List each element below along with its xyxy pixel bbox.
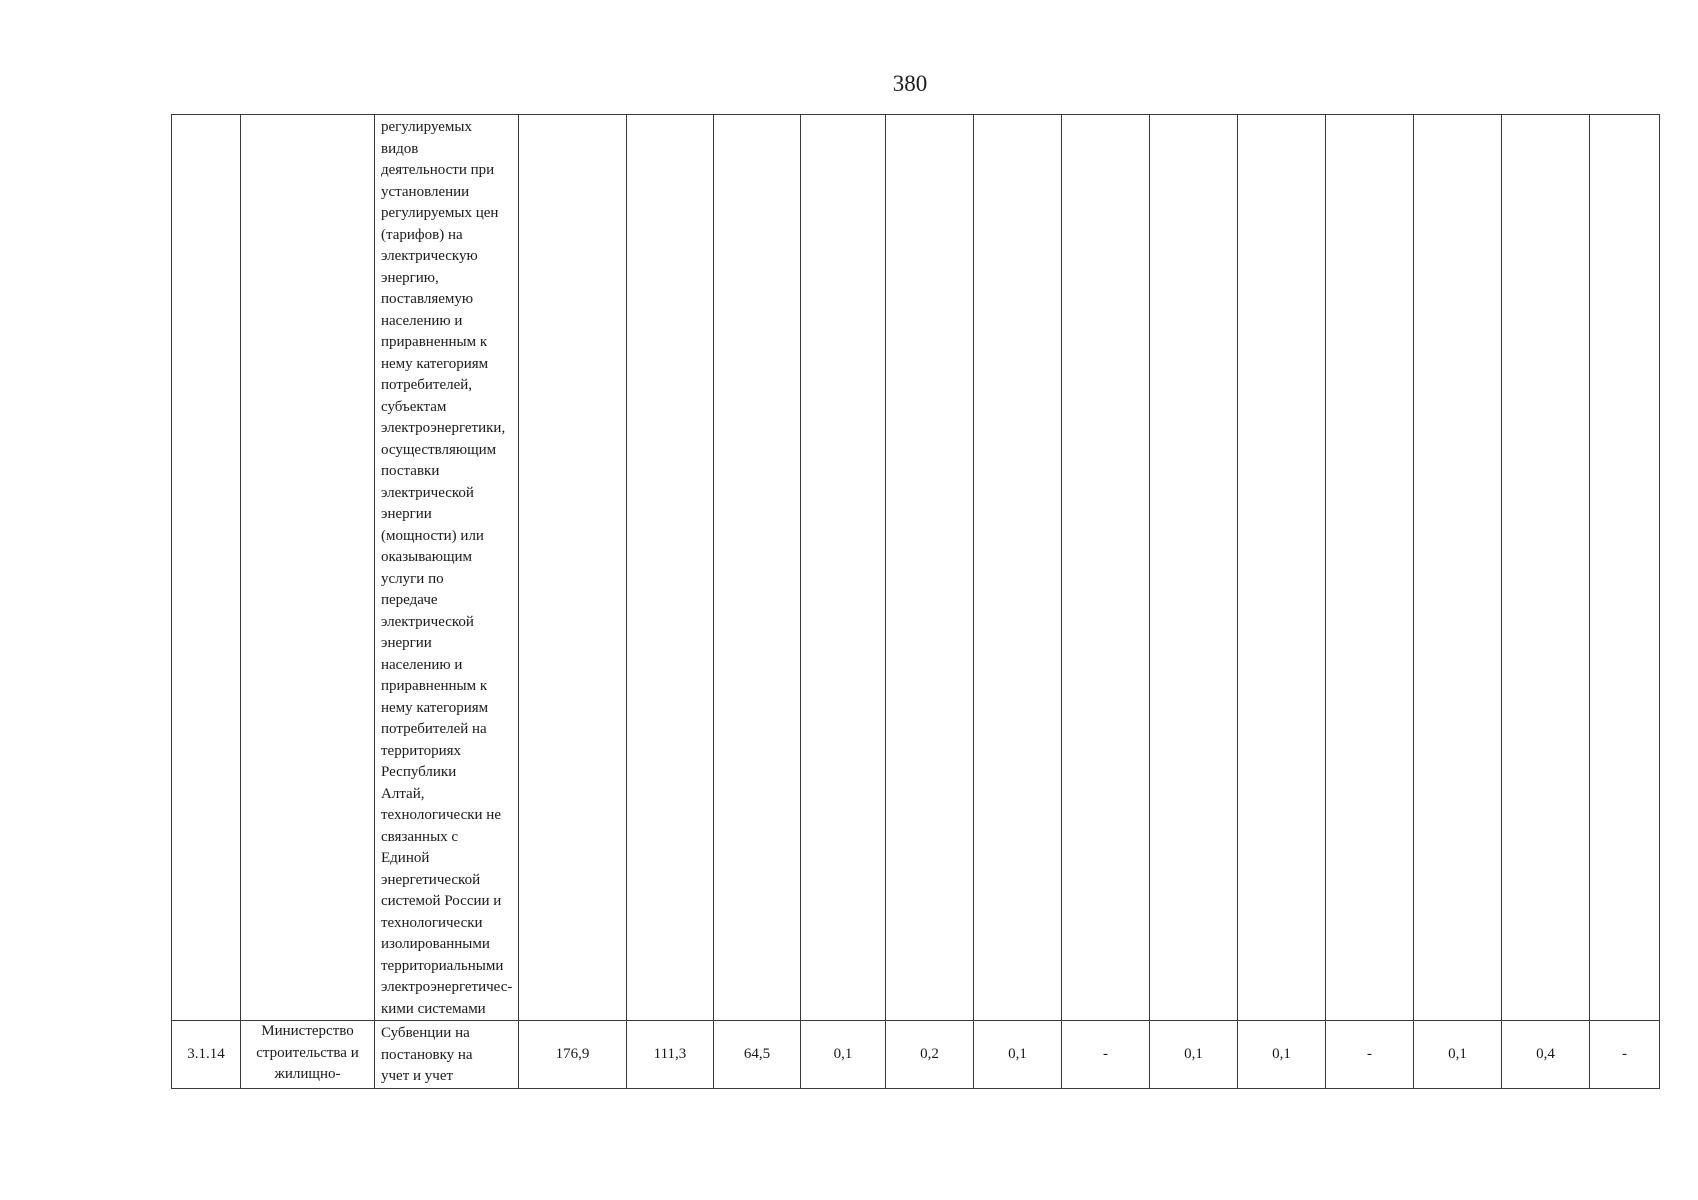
cell-value: 0,2 xyxy=(886,1021,974,1089)
cell-value: - xyxy=(1590,1021,1660,1089)
cell-empty xyxy=(1414,115,1502,1021)
description-line: регулируемых xyxy=(381,119,472,135)
description-line: энергии xyxy=(381,635,432,651)
page-number: 380 xyxy=(892,71,928,96)
description-line: населению и xyxy=(381,656,463,673)
description-line: связанных с xyxy=(381,828,459,845)
cell-empty xyxy=(1238,115,1326,1021)
table-row-continuation xyxy=(172,115,1660,1021)
organization-line: строительства и xyxy=(256,1044,359,1061)
description-line: Алтай, xyxy=(381,785,425,802)
cell-empty xyxy=(241,115,375,1021)
cell-value: 176,9 xyxy=(519,1021,627,1089)
cell-value: 0,1 xyxy=(1150,1021,1238,1089)
description-line: субъектам xyxy=(381,398,447,415)
description-line: электроэнергетики, xyxy=(381,420,506,436)
description-line: электрическую xyxy=(381,248,478,264)
cell-value: 0,1 xyxy=(801,1021,886,1089)
cell-empty xyxy=(886,115,974,1021)
cell-empty xyxy=(627,115,714,1021)
cell-value: 64,5 xyxy=(714,1021,801,1089)
description-line: поставки xyxy=(381,463,440,479)
description-line: кими системами xyxy=(381,1000,486,1017)
description-line: осуществляющим xyxy=(381,441,497,458)
description-line: потребителей, xyxy=(381,377,473,393)
data-table xyxy=(171,114,1660,1089)
description-line: нему категориям xyxy=(381,699,489,716)
cell-value: 111,3 xyxy=(627,1021,714,1089)
organization-line: Министерство xyxy=(261,1023,354,1039)
description-line: территориальными xyxy=(381,957,504,974)
description-line: технологически xyxy=(381,914,483,931)
description-line: учет и учет xyxy=(381,1068,454,1084)
cell-empty xyxy=(1326,115,1414,1021)
description-line: территориях xyxy=(381,742,462,759)
description-line: Республики xyxy=(381,764,457,780)
cell-description xyxy=(375,115,519,1021)
description-line: энергии xyxy=(381,506,432,522)
description-line: населению и xyxy=(381,312,463,329)
cell-empty xyxy=(1502,115,1590,1021)
description-line: оказывающим xyxy=(381,549,473,565)
description-line: нему категориям xyxy=(381,355,489,372)
description-line: электрической xyxy=(381,613,474,630)
description-line: приравненным к xyxy=(381,334,488,350)
description-line: установлении xyxy=(381,183,470,200)
description-line: Субвенции на xyxy=(381,1025,470,1041)
description-line: электроэнергетичес- xyxy=(381,979,513,995)
cell-empty xyxy=(519,115,627,1021)
description-line: услуги по xyxy=(381,570,444,587)
description-line: энергию, xyxy=(381,269,439,286)
description-line: передаче xyxy=(381,592,438,608)
description-line: (мощности) или xyxy=(381,527,484,544)
description-line: деятельности при xyxy=(381,162,495,178)
description-line: электрической xyxy=(381,484,474,501)
cell-empty xyxy=(1150,115,1238,1021)
description-line: поставляемую xyxy=(381,291,474,307)
description-line: системой России и xyxy=(381,893,502,909)
cell-value: - xyxy=(1062,1021,1150,1089)
table-row-3-1-14 xyxy=(172,1021,1660,1089)
cell-value: 0,4 xyxy=(1502,1021,1590,1089)
cell-description xyxy=(375,1021,519,1089)
cell-code: 3.1.14 xyxy=(172,1021,241,1089)
description-line: изолированными xyxy=(381,936,490,952)
cell-value: 0,1 xyxy=(974,1021,1062,1089)
cell-empty xyxy=(714,115,801,1021)
description-line: потребителей на xyxy=(381,721,487,737)
cell-value: 0,1 xyxy=(1238,1021,1326,1089)
cell-empty xyxy=(1062,115,1150,1021)
cell-empty xyxy=(974,115,1062,1021)
cell-empty xyxy=(801,115,886,1021)
cell-value: 0,1 xyxy=(1414,1021,1502,1089)
description-line: регулируемых цен xyxy=(381,205,499,221)
cell-empty xyxy=(1590,115,1660,1021)
description-line: (тарифов) на xyxy=(381,226,463,243)
description-line: Единой xyxy=(381,850,430,866)
description-line: постановку на xyxy=(381,1046,473,1063)
description-line: приравненным к xyxy=(381,678,488,694)
description-line: видов xyxy=(381,140,419,157)
cell-value: - xyxy=(1326,1021,1414,1089)
description-line: энергетической xyxy=(381,871,481,888)
organization-line: жилищно- xyxy=(274,1066,341,1082)
cell-organization xyxy=(241,1021,375,1089)
description-line: технологически не xyxy=(381,807,501,823)
cell-empty xyxy=(172,115,241,1021)
